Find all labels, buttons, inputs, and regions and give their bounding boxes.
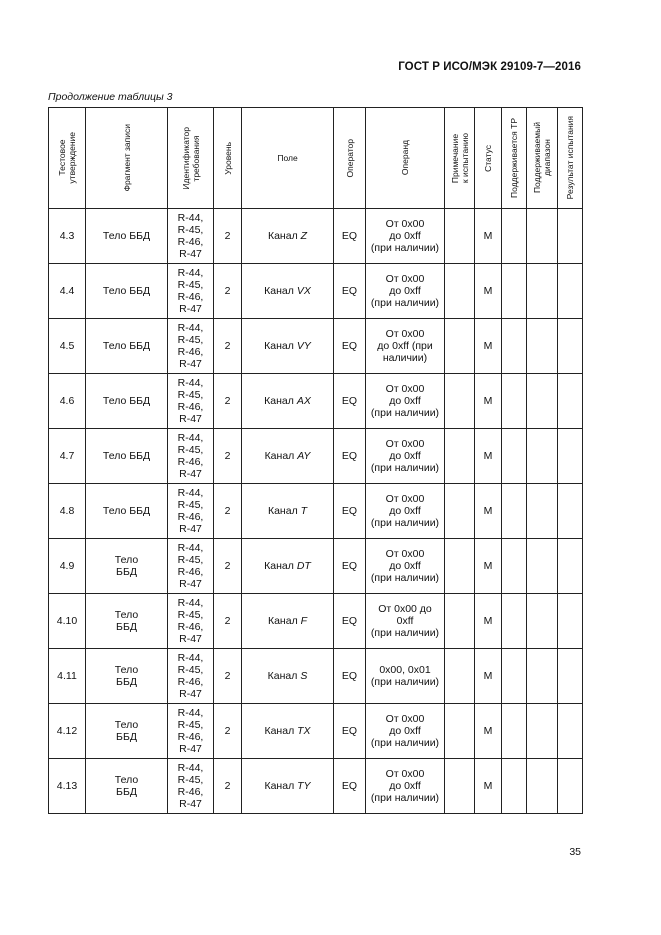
cell-test-note xyxy=(445,594,475,649)
col-header-record-fragment: Фрагмент записи xyxy=(86,108,168,209)
cell-record-fragment: Тело ББД xyxy=(86,539,168,594)
col-header-test-note: Примечание к испытанию xyxy=(445,108,475,209)
cell-status: М xyxy=(475,319,502,374)
cell-operator: EQ xyxy=(334,319,366,374)
field-variable: VX xyxy=(296,285,311,297)
field-variable: S xyxy=(300,670,308,682)
cell-level: 2 xyxy=(214,209,242,264)
cell-record-fragment: Тело ББД xyxy=(86,319,168,374)
col-header-field: Поле xyxy=(242,108,334,209)
cell-status: М xyxy=(475,429,502,484)
cell-test-id: 4.10 xyxy=(49,594,86,649)
cell-supported-range xyxy=(527,209,558,264)
cell-status: М xyxy=(475,649,502,704)
cell-level: 2 xyxy=(214,594,242,649)
col-header-requirement-id: Идентификатор требования xyxy=(168,108,214,209)
field-prefix: Канал xyxy=(267,670,301,682)
cell-tr-supported xyxy=(502,594,527,649)
cell-field xyxy=(242,759,334,814)
col-header-status: Статус xyxy=(475,108,502,209)
cell-tr-supported xyxy=(502,704,527,759)
field-prefix: Канал xyxy=(264,560,297,572)
cell-test-result xyxy=(558,209,583,264)
cell-tr-supported xyxy=(502,209,527,264)
cell-operator: EQ xyxy=(334,484,366,539)
cell-record-fragment: Тело ББД xyxy=(86,649,168,704)
cell-requirement-id: R-44, R-45, R-46, R-47 xyxy=(168,429,214,484)
cell-level: 2 xyxy=(214,429,242,484)
field-variable: DT xyxy=(296,560,311,572)
cell-test-id: 4.9 xyxy=(49,539,86,594)
table-row xyxy=(49,429,583,484)
cell-requirement-id: R-44, R-45, R-46, R-47 xyxy=(168,374,214,429)
cell-record-fragment: Тело ББД xyxy=(86,759,168,814)
cell-level: 2 xyxy=(214,539,242,594)
cell-supported-range xyxy=(527,484,558,539)
cell-test-id: 4.11 xyxy=(49,649,86,704)
col-header-level: Уровень xyxy=(214,108,242,209)
field-variable: F xyxy=(300,615,308,627)
cell-level: 2 xyxy=(214,484,242,539)
cell-test-result xyxy=(558,759,583,814)
cell-test-result xyxy=(558,704,583,759)
cell-supported-range xyxy=(527,539,558,594)
field-prefix: Канал xyxy=(267,615,301,627)
cell-test-result xyxy=(558,594,583,649)
cell-test-id: 4.3 xyxy=(49,209,86,264)
cell-tr-supported xyxy=(502,264,527,319)
field-prefix: Канал xyxy=(264,725,298,737)
cell-level: 2 xyxy=(214,319,242,374)
cell-level: 2 xyxy=(214,759,242,814)
cell-operand: От 0х00 до 0xff (при наличии) xyxy=(366,264,445,319)
cell-supported-range xyxy=(527,319,558,374)
field-prefix: Канал xyxy=(264,450,298,462)
cell-requirement-id: R-44, R-45, R-46, R-47 xyxy=(168,704,214,759)
cell-test-result xyxy=(558,484,583,539)
table-caption: Продолжение таблицы 3 xyxy=(48,91,173,103)
cell-requirement-id: R-44, R-45, R-46, R-47 xyxy=(168,484,214,539)
field-variable: TX xyxy=(297,725,311,737)
cell-tr-supported xyxy=(502,649,527,704)
cell-supported-range xyxy=(527,264,558,319)
cell-operator: EQ xyxy=(334,759,366,814)
table-row xyxy=(49,209,583,264)
table-row xyxy=(49,484,583,539)
cell-tr-supported xyxy=(502,484,527,539)
cell-operand: От 0х00 до 0xff (при наличии) xyxy=(366,484,445,539)
field-variable: T xyxy=(300,505,308,517)
cell-field xyxy=(242,704,334,759)
field-variable: AY xyxy=(297,450,311,462)
cell-level: 2 xyxy=(214,264,242,319)
cell-record-fragment: Тело ББД xyxy=(86,594,168,649)
cell-operator: EQ xyxy=(334,374,366,429)
cell-field xyxy=(242,209,334,264)
cell-requirement-id: R-44, R-45, R-46, R-47 xyxy=(168,264,214,319)
cell-test-note xyxy=(445,649,475,704)
cell-test-id: 4.6 xyxy=(49,374,86,429)
cell-tr-supported xyxy=(502,429,527,484)
col-header-supported-range: Поддерживаемый диапазон xyxy=(527,108,558,209)
cell-test-result xyxy=(558,319,583,374)
cell-record-fragment: Тело ББД xyxy=(86,374,168,429)
cell-test-note xyxy=(445,374,475,429)
cell-status: М xyxy=(475,484,502,539)
table-row xyxy=(49,374,583,429)
field-prefix: Канал xyxy=(264,395,297,407)
cell-record-fragment: Тело ББД xyxy=(86,209,168,264)
cell-supported-range xyxy=(527,374,558,429)
cell-requirement-id: R-44, R-45, R-46, R-47 xyxy=(168,759,214,814)
cell-tr-supported xyxy=(502,539,527,594)
cell-test-result xyxy=(558,429,583,484)
cell-operand: 0х00, 0х01 (при наличии) xyxy=(366,649,445,704)
cell-test-note xyxy=(445,704,475,759)
cell-test-note xyxy=(445,429,475,484)
cell-operand: От 0х00 до 0xff (при наличии) xyxy=(366,704,445,759)
cell-level: 2 xyxy=(214,704,242,759)
cell-status: М xyxy=(475,759,502,814)
cell-field xyxy=(242,374,334,429)
cell-test-note xyxy=(445,319,475,374)
cell-operator: EQ xyxy=(334,704,366,759)
field-prefix: Канал xyxy=(264,780,298,792)
cell-operand: От 0х00 до 0xff (при наличии) xyxy=(366,429,445,484)
cell-test-id: 4.7 xyxy=(49,429,86,484)
cell-test-id: 4.5 xyxy=(49,319,86,374)
cell-supported-range xyxy=(527,704,558,759)
cell-record-fragment: Тело ББД xyxy=(86,429,168,484)
table-row xyxy=(49,759,583,814)
cell-operator: EQ xyxy=(334,429,366,484)
cell-operand: От 0х00 до 0xff (при наличии) xyxy=(366,759,445,814)
cell-status: М xyxy=(475,374,502,429)
page-number: 35 xyxy=(569,846,581,858)
cell-level: 2 xyxy=(214,649,242,704)
cell-requirement-id: R-44, R-45, R-46, R-47 xyxy=(168,539,214,594)
table-row xyxy=(49,539,583,594)
cell-operand: От 0х00 до 0xff (при наличии) xyxy=(366,539,445,594)
cell-status: М xyxy=(475,539,502,594)
cell-field xyxy=(242,484,334,539)
table-row xyxy=(49,264,583,319)
document-standard-header: ГОСТ Р ИСО/МЭК 29109-7—2016 xyxy=(398,61,581,73)
cell-test-note xyxy=(445,264,475,319)
cell-level: 2 xyxy=(214,374,242,429)
col-header-operator: Оператор xyxy=(334,108,366,209)
cell-operator: EQ xyxy=(334,594,366,649)
field-prefix: Канал xyxy=(264,340,297,352)
cell-status: М xyxy=(475,264,502,319)
cell-test-id: 4.13 xyxy=(49,759,86,814)
cell-operator: EQ xyxy=(334,209,366,264)
cell-supported-range xyxy=(527,594,558,649)
cell-status: М xyxy=(475,209,502,264)
cell-status: М xyxy=(475,594,502,649)
cell-test-note xyxy=(445,484,475,539)
cell-tr-supported xyxy=(502,319,527,374)
cell-tr-supported xyxy=(502,374,527,429)
cell-operator: EQ xyxy=(334,264,366,319)
field-variable: Z xyxy=(300,230,308,242)
cell-test-result xyxy=(558,374,583,429)
cell-test-id: 4.8 xyxy=(49,484,86,539)
cell-supported-range xyxy=(527,429,558,484)
cell-test-result xyxy=(558,649,583,704)
requirements-table xyxy=(48,107,583,814)
field-variable: AX xyxy=(296,395,311,407)
cell-operand: От 0х00 до 0xff (при наличии) xyxy=(366,209,445,264)
cell-field xyxy=(242,429,334,484)
cell-operand: От 0х00 до 0xff (при наличии) xyxy=(366,374,445,429)
cell-status: М xyxy=(475,704,502,759)
cell-test-id: 4.4 xyxy=(49,264,86,319)
cell-supported-range xyxy=(527,649,558,704)
cell-record-fragment: Тело ББД xyxy=(86,264,168,319)
col-header-test-result: Результат испытания xyxy=(558,108,583,209)
cell-test-result xyxy=(558,264,583,319)
cell-requirement-id: R-44, R-45, R-46, R-47 xyxy=(168,649,214,704)
table-row xyxy=(49,594,583,649)
field-variable: VY xyxy=(296,340,311,352)
cell-requirement-id: R-44, R-45, R-46, R-47 xyxy=(168,319,214,374)
cell-requirement-id: R-44, R-45, R-46, R-47 xyxy=(168,594,214,649)
field-variable: TY xyxy=(297,780,311,792)
cell-operator: EQ xyxy=(334,539,366,594)
cell-test-note xyxy=(445,209,475,264)
field-prefix: Канал xyxy=(264,285,297,297)
cell-record-fragment: Тело ББД xyxy=(86,484,168,539)
cell-test-id: 4.12 xyxy=(49,704,86,759)
cell-operator: EQ xyxy=(334,649,366,704)
col-header-operand: Операнд xyxy=(366,108,445,209)
table-row xyxy=(49,704,583,759)
cell-field xyxy=(242,319,334,374)
cell-requirement-id: R-44, R-45, R-46, R-47 xyxy=(168,209,214,264)
cell-operand: От 0х00 до 0xff (при наличии) xyxy=(366,319,445,374)
cell-tr-supported xyxy=(502,759,527,814)
cell-test-result xyxy=(558,539,583,594)
table-row xyxy=(49,319,583,374)
cell-operand: От 0х00 до 0xff (при наличии) xyxy=(366,594,445,649)
cell-field xyxy=(242,649,334,704)
cell-supported-range xyxy=(527,759,558,814)
field-prefix: Канал xyxy=(267,505,301,517)
cell-field xyxy=(242,594,334,649)
field-prefix: Канал xyxy=(267,230,301,242)
col-header-test-assertion: Тестовое утверждение xyxy=(49,108,86,209)
cell-field xyxy=(242,539,334,594)
cell-record-fragment: Тело ББД xyxy=(86,704,168,759)
table-row xyxy=(49,649,583,704)
cell-field xyxy=(242,264,334,319)
cell-test-note xyxy=(445,539,475,594)
cell-test-note xyxy=(445,759,475,814)
col-header-tr-supported: Поддерживается ТР xyxy=(502,108,527,209)
